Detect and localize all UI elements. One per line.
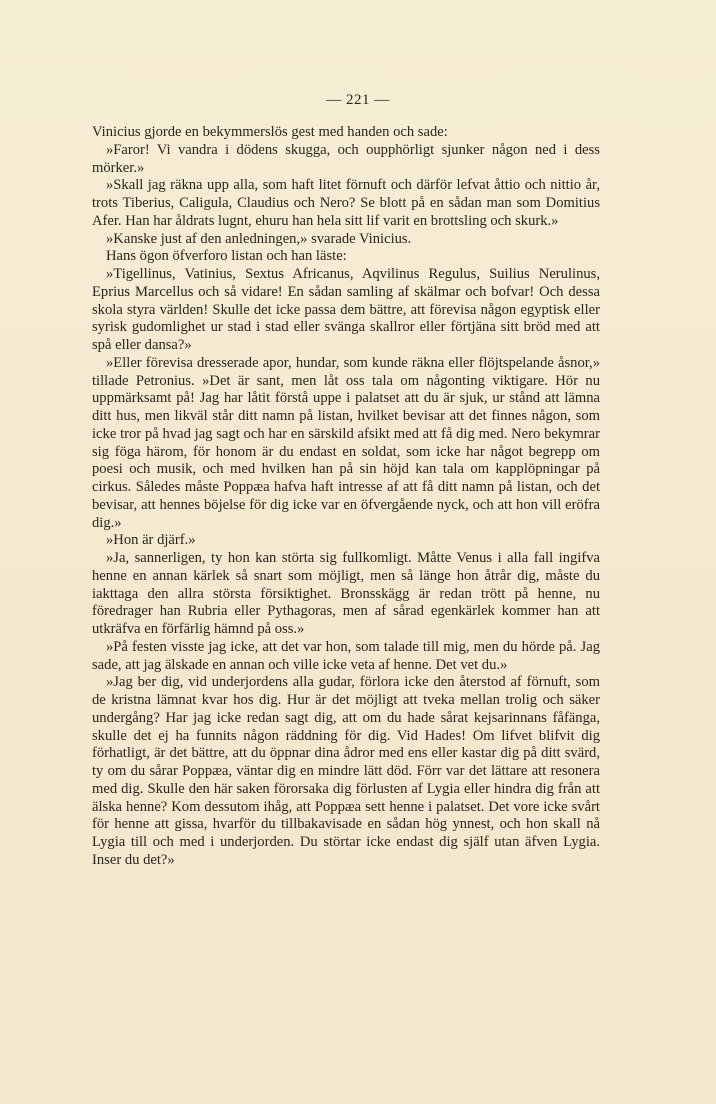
paragraph: »Kanske just af den anledningen,» svarade Vinicius. [106, 230, 412, 247]
paragraph: »Hon är djärf.» [106, 532, 196, 549]
body-text [92, 124, 600, 870]
paragraph: »Jag ber dig, vid underjordens alla gudar, förlora icke den återstod af förnuft, som de kristna lämnat kvar hos dig. Hur är det möjligt att tveka mellan trolig och säker undergång? Har jag icke redan sagt dig, att om du hade sårat kejsarinnans fåfänga, skulle det ej ha funnits någon räddning för dig. Vid Hades! Om lifvet blifvit dig förhatligt, är det bättre, att du öppnar dina ådror med ens eller kastar dig på ditt svärd, ty om du sårar Poppæa, väntar dig en mindre lätt död. Förr var det lättare att resonera med dig. Skulle den här saken förorsaka dig förlusten af Lygia eller hindra dig från att älska henne? Kom dessutom ihåg, att Poppæa sett henne i palatset. Det vore icke svårt för henne att gissa, hvarför du tillbakavisade en sådan hög ynnest, och hon skall nå Lygia till och med i underjorden. Du störtar icke endast dig själf utan äfven Lygia. Inser du det?» [92, 674, 600, 868]
paragraph: »Eller förevisa dresserade apor, hundar, som kunde räkna eller flöjtspelande åsnor,» tillade Petronius. »Det är sant, men låt oss tala om någonting viktigare. Hör nu uppmärksamt på! Jag har låtit förstå uppe i palatset att du är sjuk, ur stånd att lämna ditt hus, men likväl står ditt namn på listan, hvilket bevisar att det finnes någon, som icke tror på hvad jag sagt och har en särskild afsikt med att få dig med. Nero bekymrar sig föga härom, för honom är du endast en soldat, som icke har något begrepp om poesi och musik, och med hvilken han på sin höjd kan tala om kapplöpningar på cirkus. Således måste Poppæa hafva haft intresse af att få ditt namn på listan, och det bevisar, att hennes böjelse för dig icke var en öfvergående nyck, och att hon vill eröfra dig.» [92, 354, 600, 531]
paragraph: »Ja, sannerligen, ty hon kan störta sig fullkomligt. Måtte Venus i alla fall ingifva henne en annan kärlek så snart som möjligt, men så länge hon åtrår dig, måste du iakttaga den allra största försiktighet. Bronsskägg är redan trött på henne, nu föredrager han Rubria eller Pythagoras, men af sårad egenkärlek kommer han att utkräfva en förfärlig hämnd på oss.» [92, 550, 600, 637]
paragraph: »På festen visste jag icke, att det var hon, som talade till mig, men du hörde på. Jag sade, att jag älskade en annan och ville icke veta af henne. Det vet du.» [92, 638, 600, 673]
paragraph: »Faror! Vi vandra i dödens skugga, och oupphörligt sjunker någon ned i dess mörker.» [92, 141, 600, 176]
paragraph: Vinicius gjorde en bekymmerslös gest med handen och sade: [92, 124, 448, 140]
paragraph: »Tigellinus, Vatinius, Sextus Africanus, Aqvilinus Regulus, Suilius Nerulinus, Eprius Marcellus och så vidare! En sådan samling af skälmar och bofvar! Och dessa skola styra världen! Skulle det icke passa dem bättre, att förevisa någon egyptisk eller syrisk gudomlighet ur stad i stad eller svänga skallror eller förtjäna sitt bröd med att spå eller dansa?» [92, 266, 600, 353]
paragraph: »Skall jag räkna upp alla, som haft litet förnuft och därför lefvat åttio och nittio år, trots Tiberius, Caligula, Claudius och Nero? Se blott på en sådan man som Domitius Afer. Han har åldrats lugnt, ehuru han hela sitt lif varit en brottsling och skurk.» [92, 177, 600, 229]
paragraph: Hans ögon öfverforo listan och han läste: [106, 248, 347, 265]
page-number: — 221 — [326, 92, 390, 108]
